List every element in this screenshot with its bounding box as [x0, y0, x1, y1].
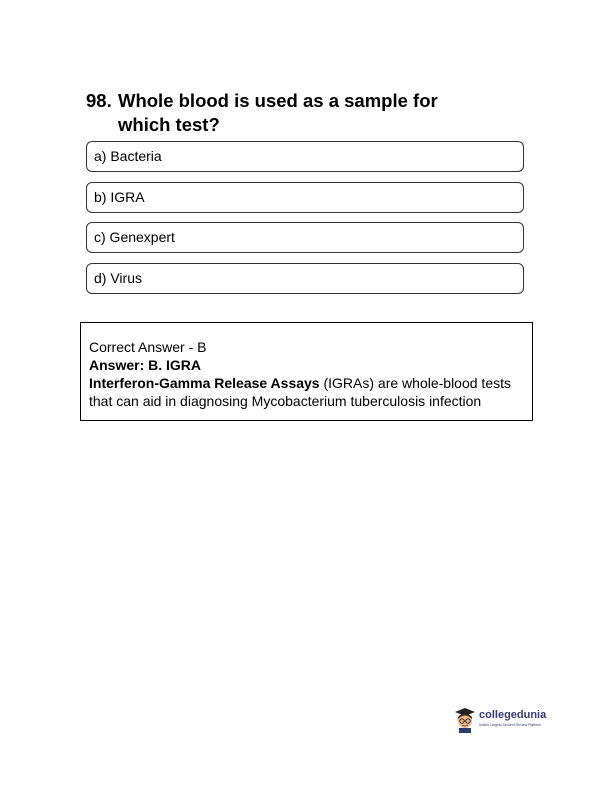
student-mascot-icon [454, 707, 476, 733]
logo-tagline: India's Largest Student Review Platform [479, 723, 542, 727]
option-d[interactable]: d) Virus [86, 263, 524, 294]
question-number: 98. [86, 90, 112, 111]
answer-explanation [89, 374, 524, 392]
answer-explanation-line2: that can aid in diagnosing Mycobacterium tuberculosis infection [89, 393, 482, 409]
question-text-line2: which test? [118, 114, 220, 135]
answer-box [80, 322, 533, 421]
answer-heading: Answer: B. IGRA [89, 357, 202, 373]
option-b[interactable]: b) IGRA [86, 182, 524, 213]
option-a[interactable]: a) Bacteria [86, 141, 524, 172]
question-text-line1: Whole blood is used as a sample for [118, 90, 438, 111]
question-title [86, 89, 506, 137]
answer-term: Interferon-Gamma Release Assays [89, 375, 320, 391]
logo-brand: collegedunia [479, 709, 547, 721]
correct-answer-line: Correct Answer - B [89, 339, 207, 355]
option-c[interactable]: c) Genexpert [86, 222, 524, 253]
collegedunia-logo [454, 707, 546, 733]
answer-explanation-line1: (IGRAs) are whole-blood tests [319, 375, 511, 391]
